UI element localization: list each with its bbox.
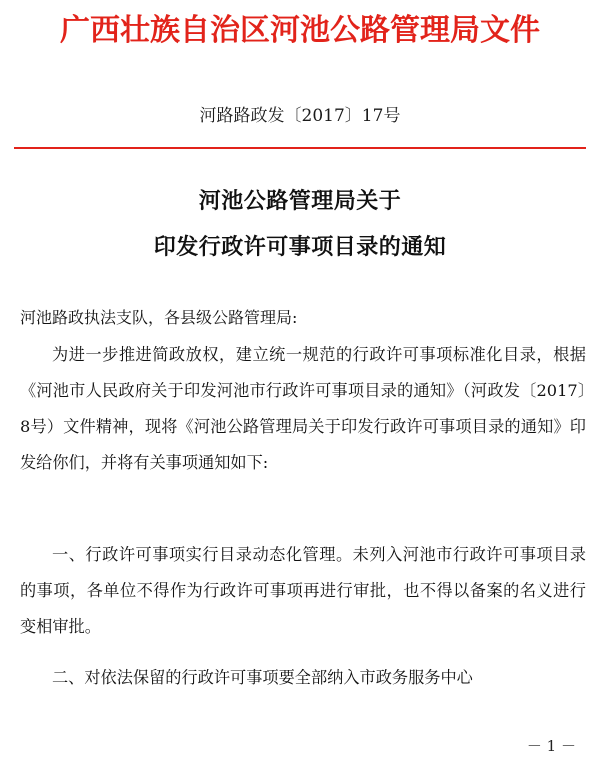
body-paragraph-1-text: 为进一步推进简政放权，建立统一规范的行政许可事项标准化目录，根据《河池市人民政府关于印发河池市行政许可事项目录的通知》（河政发〔2017〕8号）文件精神，现将《河池公路管理局关于印发行政许可事项目录的通知》印发给你们，并将有关事项通知如下: bbox=[20, 345, 586, 472]
salutation: 河池路政执法支队，各县级公路管理局: bbox=[20, 308, 298, 327]
body-paragraph-3-text: 二、对依法保留的行政许可事项要全部纳入市政务服务中心 bbox=[52, 668, 473, 687]
document-header-title: 广西壮族自治区河池公路管理局文件 bbox=[60, 13, 540, 48]
body-paragraph-2-text: 一、行政许可事项实行目录动态化管理。未列入河池市行政许可事项目录的事项，各单位不得作为行政许可事项再进行审批，也不得以备案的名义进行变相审批。 bbox=[20, 545, 586, 636]
page-number: － 1 － bbox=[526, 737, 576, 755]
body-paragraph-1 bbox=[20, 337, 586, 481]
notice-title-line-2: 印发行政许可事项目录的通知 bbox=[153, 234, 447, 260]
body-paragraph-3 bbox=[20, 660, 586, 696]
header-red-divider bbox=[14, 147, 586, 149]
body-paragraph-2 bbox=[20, 537, 586, 645]
document-number: 河路路政发〔2017〕17号 bbox=[199, 106, 401, 126]
notice-title-line-1: 河池公路管理局关于 bbox=[198, 188, 402, 214]
